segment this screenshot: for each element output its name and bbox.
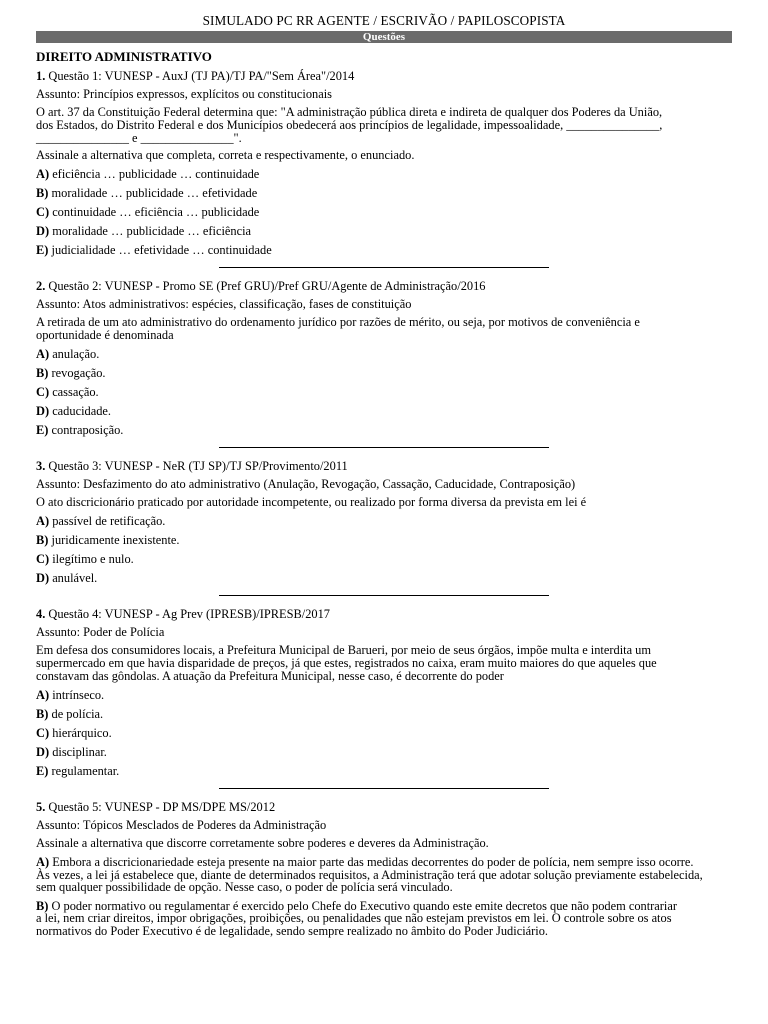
option-letter: E)	[36, 423, 49, 437]
question-header	[36, 278, 732, 294]
statement-line: Em defesa dos consumidores locais, a Prefeitura Municipal de Barueri, por meio de seus órgãos, impõe multa e interdita um	[36, 643, 652, 657]
answer-option	[36, 367, 732, 380]
option-text: cassação.	[52, 385, 99, 399]
answer-option	[36, 424, 732, 437]
question-block	[36, 458, 732, 602]
option-line	[36, 925, 732, 938]
option-text: continuidade … eficiência … publicidade	[52, 205, 260, 219]
option-text: O poder normativo ou regulamentar é exercido pelo Chefe do Executivo quando este emite decretos que não podem contrariar	[51, 898, 677, 913]
option-text: passível de retificação.	[52, 514, 166, 528]
question-separator	[219, 595, 549, 602]
question-assunto: Assunto: Poder de Polícia	[36, 625, 165, 639]
option-line	[36, 881, 732, 894]
question-statement	[36, 644, 732, 683]
option-text: regulamentar.	[51, 764, 120, 778]
option-text: Às vezes, a lei já estabelece que, diante de determinados requisitos, a Administração terá que adotar solução previamente estabelecida,	[36, 867, 703, 882]
option-text: anulável.	[52, 571, 98, 585]
question-block	[36, 68, 732, 274]
answer-option	[36, 386, 732, 399]
answer-option	[36, 534, 732, 547]
option-text: de polícia.	[51, 707, 104, 721]
answer-option	[36, 515, 732, 528]
question-separator	[219, 447, 549, 454]
option-letter: A)	[36, 514, 50, 528]
statement-line: dos Estados, do Distrito Federal e dos Municípios obedecerá aos princípios de legalidade, impessoalidade, _______________,	[36, 118, 663, 132]
answer-option	[36, 206, 732, 219]
option-text: normativos do Poder Executivo é de legalidade, sendo sempre realizado no âmbito do Poder Judiciário.	[36, 923, 549, 938]
option-letter: C)	[36, 726, 50, 740]
question-assunto: Assunto: Atos administrativos: espécies, classificação, fases de constituição	[36, 297, 412, 311]
answer-option	[36, 765, 732, 778]
option-letter: B)	[36, 186, 49, 200]
option-letter: E)	[36, 764, 49, 778]
question-source: Questão 1: VUNESP - AuxJ (TJ PA)/TJ PA/"Sem Área"/2014	[48, 69, 355, 83]
question-source: Questão 2: VUNESP - Promo SE (Pref GRU)/Pref GRU/Agente de Administração/2016	[48, 279, 486, 293]
statement-line: constavam das gôndolas. A atuação da Prefeitura Municipal, nesse caso, é decorrente do poder	[36, 669, 504, 683]
option-text: a lei, nem criar direitos, impor obrigações, proibições, ou penalidades que não estejam previstos em lei. O controle sobre os atos	[36, 911, 672, 925]
statement-line: supermercado em que havia disparidade de preços, já que estes, registrados no caixa, eram muito maiores do que aqueles que	[36, 656, 657, 670]
document-page	[36, 0, 732, 937]
option-letter: A)	[36, 855, 50, 869]
option-text: ilegítimo e nulo.	[52, 552, 134, 566]
question-block	[36, 278, 732, 454]
option-letter: C)	[36, 552, 50, 566]
question-number: 3.	[36, 459, 46, 473]
statement-line: Assinale a alternativa que discorre corretamente sobre poderes e deveres da Administração.	[36, 836, 489, 850]
option-text: moralidade … publicidade … efetividade	[51, 186, 258, 200]
statement-line: O art. 37 da Constituição Federal determina que: "A administração pública direta e indireta de qualquer dos Poderes da União,	[36, 105, 663, 119]
answer-option	[36, 348, 732, 361]
option-letter: C)	[36, 205, 50, 219]
question-block	[36, 799, 732, 937]
question-statement	[36, 316, 732, 342]
question-header	[36, 68, 732, 84]
answer-option	[36, 244, 732, 257]
option-letter: E)	[36, 243, 49, 257]
section-bar-questoes: Questões	[36, 31, 732, 43]
option-letter: B)	[36, 366, 49, 380]
question-number: 1.	[36, 69, 46, 83]
document-title: SIMULADO PC RR AGENTE / ESCRIVÃO / PAPILOSCOPISTA	[202, 13, 566, 28]
question-separator	[219, 267, 549, 274]
question-source: Questão 5: VUNESP - DP MS/DPE MS/2012	[48, 800, 276, 814]
option-letter: B)	[36, 898, 49, 913]
option-text: caducidade.	[52, 404, 112, 418]
option-text: disciplinar.	[52, 745, 107, 759]
statement-line: _______________ e _______________".	[36, 131, 242, 145]
question-statement	[36, 496, 732, 509]
option-letter: C)	[36, 385, 50, 399]
question-statement	[36, 106, 732, 145]
option-letter: A)	[36, 688, 50, 702]
question-source: Questão 3: VUNESP - NeR (TJ SP)/TJ SP/Provimento/2011	[48, 459, 348, 473]
statement-line: O ato discricionário praticado por autoridade incompetente, ou realizado por forma diversa da prevista em lei é	[36, 495, 587, 509]
option-text: intrínseco.	[52, 688, 105, 702]
question-number: 2.	[36, 279, 46, 293]
question-number: 4.	[36, 607, 46, 621]
question-separator	[219, 788, 549, 795]
answer-option	[36, 225, 732, 238]
option-text: moralidade … publicidade … eficiência	[52, 224, 252, 238]
answer-option	[36, 689, 732, 702]
option-text: eficiência … publicidade … continuidade	[52, 167, 260, 181]
question-instruction: Assinale a alternativa que completa, correta e respectivamente, o enunciado.	[36, 148, 415, 162]
answer-option	[36, 900, 732, 938]
answer-option	[36, 856, 732, 894]
question-source: Questão 4: VUNESP - Ag Prev (IPRESB)/IPRESB/2017	[48, 607, 330, 621]
answer-option	[36, 727, 732, 740]
option-letter: D)	[36, 404, 50, 418]
option-letter: D)	[36, 745, 50, 759]
question-header	[36, 799, 732, 815]
answer-option	[36, 187, 732, 200]
questions-list	[36, 68, 732, 937]
subject-heading: DIREITO ADMINISTRATIVO	[36, 49, 212, 64]
option-letter: A)	[36, 347, 50, 361]
question-number: 5.	[36, 800, 46, 814]
answer-option	[36, 708, 732, 721]
answer-option	[36, 405, 732, 418]
option-letter: B)	[36, 533, 49, 547]
question-assunto: Assunto: Tópicos Mesclados de Poderes da Administração	[36, 818, 327, 832]
statement-line: oportunidade é denominada	[36, 328, 174, 342]
statement-line: A retirada de um ato administrativo do ordenamento jurídico por razões de mérito, ou seja, por motivos de conveniência e	[36, 315, 640, 329]
answer-option	[36, 553, 732, 566]
option-letter: B)	[36, 707, 49, 721]
option-letter: A)	[36, 167, 50, 181]
option-text: revogação.	[51, 366, 106, 380]
question-assunto: Assunto: Desfazimento do ato administrativo (Anulação, Revogação, Cassação, Caducidade, Contraposição)	[36, 477, 576, 491]
answer-option	[36, 746, 732, 759]
question-block	[36, 606, 732, 795]
option-text: Embora a discricionariedade esteja presente na maior parte das medidas decorrentes do poder de polícia, nem sempre isso ocorre.	[52, 855, 694, 869]
question-header	[36, 458, 732, 474]
option-text: judicialidade … efetividade … continuidade	[51, 243, 272, 257]
option-text: contraposição.	[51, 423, 124, 437]
option-text: sem qualquer possibilidade de opção. Nesse caso, o poder de polícia será vinculado.	[36, 880, 453, 894]
option-text: hierárquico.	[52, 726, 112, 740]
option-letter: D)	[36, 224, 50, 238]
question-assunto: Assunto: Princípios expressos, explícitos ou constitucionais	[36, 87, 332, 101]
answer-option	[36, 168, 732, 181]
option-text: anulação.	[52, 347, 100, 361]
option-letter: D)	[36, 571, 50, 585]
question-header	[36, 606, 732, 622]
option-text: juridicamente inexistente.	[51, 533, 180, 547]
question-statement	[36, 837, 732, 850]
answer-option	[36, 572, 732, 585]
